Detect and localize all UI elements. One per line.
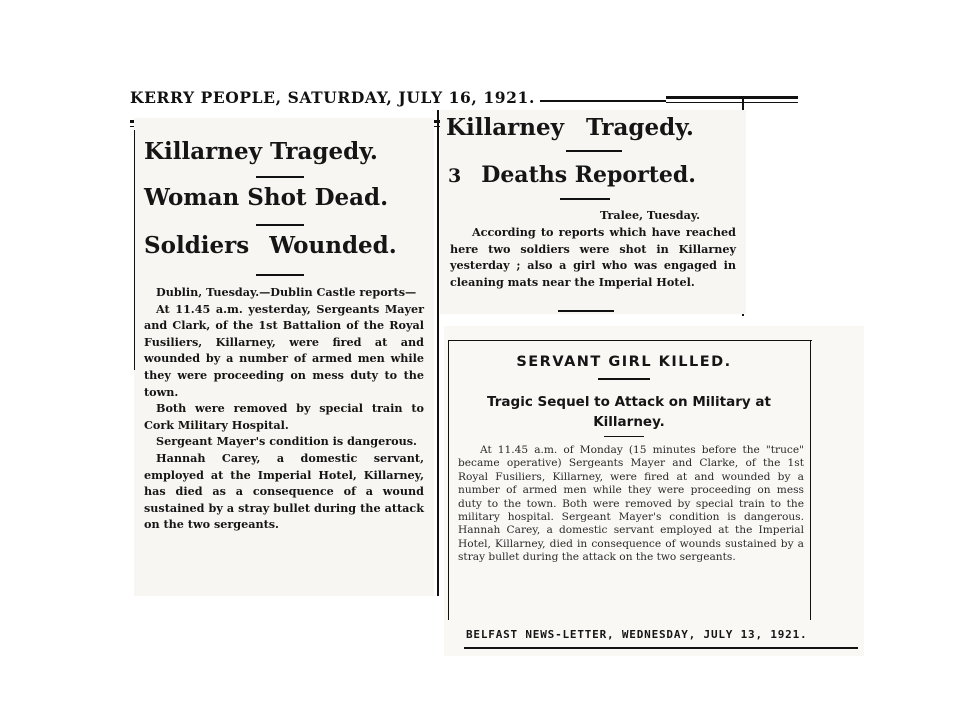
headline-divider: [604, 436, 644, 437]
headline-divider: [598, 378, 650, 380]
belfast-column-rule-left: [448, 340, 449, 620]
headline-divider: [256, 274, 304, 276]
left-column-rule: [134, 130, 135, 370]
belfast-footer-masthead: BELFAST NEWS-LETTER, WEDNESDAY, JULY 13, 1921.: [466, 628, 808, 641]
kerry-headline-1: Killarney Tragedy.: [144, 138, 378, 165]
second-article-body: According to reports which have reached here two soldiers were shot in Killarney yesterday ; also a girl who was engaged in cleaning mats near the Imperial Hotel.: [450, 225, 736, 289]
kerry-headline-3: Soldiers Wounded.: [144, 232, 397, 259]
headline-divider: [256, 224, 304, 226]
second-headline-2-text: Deaths Reported.: [481, 162, 696, 188]
article-paragraph: Hannah Carey, a domestic servant, employed at the Imperial Hotel, Killarney, has died as a consequence of a wound sustained by a stray bullet during the attack on the two sergeants.: [144, 450, 424, 532]
belfast-column-rule-right: [810, 340, 811, 620]
second-headline-2: [448, 162, 696, 188]
headline-divider: [566, 150, 622, 152]
dateline: Tralee, Tuesday.: [600, 208, 700, 222]
headline-divider: [256, 176, 304, 178]
article-paragraph: At 11.45 a.m. yesterday, Sergeants Mayer and Clark, of the 1st Battalion of the Royal Fusiliers, Killarney, were fired at and wounded by a number of armed men while they were proceeding on mess duty to the town.: [144, 301, 424, 399]
belfast-article-body: At 11.45 a.m. of Monday (15 minutes before the "truce" became operative) Sergeants Mayer and Clarke, of the 1st Royal Fusiliers, Killarney, were fired at and wounded by a number of armed men while they were proceeding on mess duty to the town. Both were removed by special train to the military hospital. Sergeant Mayer's condition is dangerous. Hannah Carey, a domestic servant employed at the Imperial Hotel, Killarney, died in consequence of wounds sustained by a stray bullet during the attack on the two sergeants.: [458, 444, 804, 564]
death-count: 3: [448, 165, 462, 187]
article-paragraph: Sergeant Mayer's condition is dangerous.: [156, 434, 417, 449]
masthead-rule-thick: [666, 96, 798, 99]
second-headline-1: Killarney Tragedy.: [446, 114, 694, 141]
kerry-article-main: [134, 118, 434, 596]
belfast-headline-1: SERVANT GIRL KILLED.: [516, 354, 732, 370]
article-paragraph: Dublin, Tuesday.—Dublin Castle reports—: [156, 285, 417, 299]
kerry-article-body: [144, 284, 424, 533]
kerry-headline-2: Woman Shot Dead.: [144, 184, 389, 211]
kerry-article-second: [440, 110, 746, 314]
article-end-rule: [558, 310, 614, 312]
belfast-footer-rule: [464, 647, 858, 649]
kerry-masthead: [128, 86, 668, 110]
masthead-rule-thin: [666, 102, 798, 103]
belfast-top-rule: [448, 340, 812, 341]
belfast-headline-2: Tragic Sequel to Attack on Military at Killarney.: [487, 394, 771, 430]
kerry-masthead-text: KERRY PEOPLE, SATURDAY, JULY 16, 1921.: [130, 88, 535, 107]
masthead-underline: [540, 100, 666, 102]
belfast-article: [444, 326, 864, 656]
column-divider: [437, 110, 439, 596]
article-paragraph: Both were removed by special train to Cork Military Hospital.: [144, 401, 424, 432]
headline-divider: [560, 198, 610, 200]
